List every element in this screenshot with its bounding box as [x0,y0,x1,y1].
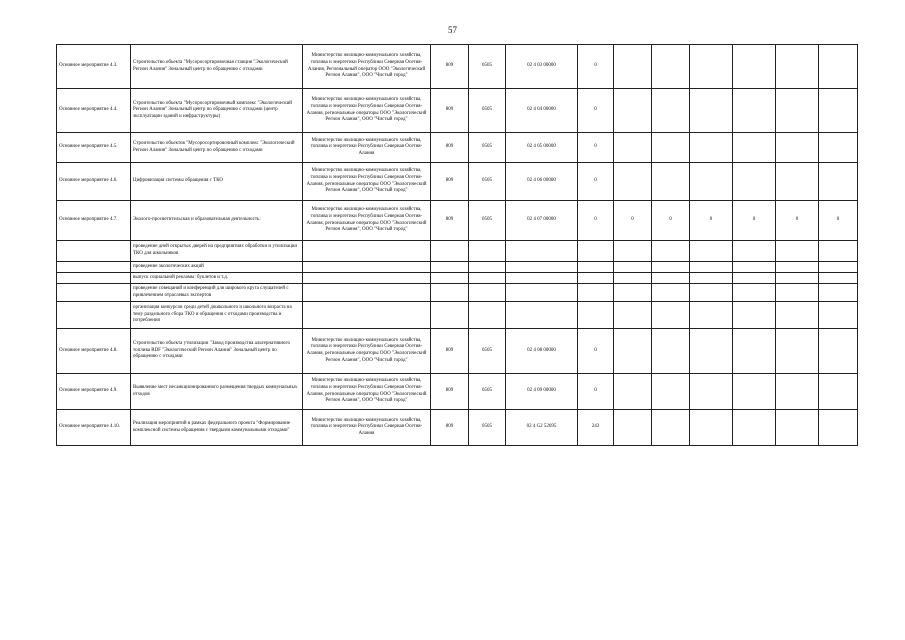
year-value-cell [819,163,858,201]
table-row [57,302,858,329]
activity-name-cell [57,273,131,284]
responsible-executor-cell [303,262,431,273]
rzpr-code-cell: 0505 [469,163,506,201]
csr-code-cell: 02 4 09 00000 [506,374,578,410]
activity-description-cell: Строительство объектов "Мусоросортировочный комплекс "Экологический Регион Алания" Зональный центр по обращению с отходами [131,133,303,163]
activity-description-cell: Выявление мест несанкционированного размещения твердых коммунальных отходов [131,374,303,410]
grbs-code-cell: 809 [431,410,469,446]
responsible-executor-cell [303,302,431,329]
activity-description-cell: выпуск социальной рекламы: буклетов и т.д. [131,273,303,284]
activity-name-cell [57,241,131,262]
year-value-cell [776,302,819,329]
year-value-cell [690,89,733,133]
activity-name-cell [57,262,131,273]
year-value-cell [776,410,819,446]
vr-code-cell: 0 [578,201,614,241]
responsible-executor-cell [303,273,431,284]
table-row [57,163,858,201]
table-row [57,45,858,89]
year-value-cell [733,163,776,201]
activity-name-cell: Основное мероприятие 4.4. [57,89,131,133]
year-value-cell [652,262,690,273]
activity-name-cell [57,284,131,302]
year-value-cell [690,329,733,374]
rzpr-code-cell: 0505 [469,45,506,89]
rzpr-code-cell [469,262,506,273]
vr-code-cell: 0 [578,374,614,410]
activity-name-cell: Основное мероприятие 4.10. [57,410,131,446]
grbs-code-cell [431,302,469,329]
year-value-cell [690,163,733,201]
year-value-cell [614,410,652,446]
activity-name-cell: Основное мероприятие 4.9. [57,374,131,410]
year-value-cell [652,163,690,201]
vr-code-cell: 0 [578,89,614,133]
year-value-cell [690,302,733,329]
vr-code-cell [578,262,614,273]
responsible-executor-cell [303,284,431,302]
table-body [57,45,858,446]
rzpr-code-cell: 0505 [469,374,506,410]
activity-description-cell: Строительство объекта утилизации "Завод производства альтернативного топлива RDF "Экологический Регион Алания" Зональный центр по обращению с отходами [131,329,303,374]
rzpr-code-cell: 0505 [469,329,506,374]
year-value-cell [776,284,819,302]
year-value-cell [819,329,858,374]
csr-code-cell [506,302,578,329]
year-value-cell: 0 [819,201,858,241]
activity-description-cell: проведение совещаний и конференций для широкого круга слушателей с привлечением отраслевых экспертов [131,284,303,302]
year-value-cell [819,374,858,410]
responsible-executor-cell: Министерство жилищно-коммунального хозяйства, топлива и энергетики Республики Северная Осетия-Алания, региональные операторы ООО "Экологический Регион Алания", ООО "Чистый город" [303,201,431,241]
csr-code-cell: 02 4 05 00000 [506,133,578,163]
year-value-cell [614,133,652,163]
grbs-code-cell: 809 [431,163,469,201]
vr-code-cell [578,284,614,302]
year-value-cell [614,284,652,302]
year-value-cell [614,89,652,133]
table-row [57,89,858,133]
vr-code-cell: 243 [578,410,614,446]
year-value-cell [614,374,652,410]
rzpr-code-cell [469,302,506,329]
activity-description-cell: Строительство объекта "Мусоросортировочная станция "Экологический Регион Алания" Зональный центр по обращению с отходами [131,45,303,89]
table-row [57,329,858,374]
csr-code-cell: 02 4 07 00000 [506,201,578,241]
year-value-cell [652,329,690,374]
activity-name-cell: Основное мероприятие 4.6. [57,163,131,201]
year-value-cell [690,284,733,302]
activity-name-cell: Основное мероприятие 4.5. [57,133,131,163]
year-value-cell [652,89,690,133]
vr-code-cell [578,302,614,329]
year-value-cell [614,241,652,262]
responsible-executor-cell: Министерство жилищно-коммунального хозяйства, топлива и энергетики Республики Северная Осетия-Алания, региональные операторы ООО "Экологический Регион Алания", ООО "Чистый город" [303,374,431,410]
year-value-cell [690,45,733,89]
csr-code-cell: 02 4 04 00000 [506,89,578,133]
year-value-cell [819,89,858,133]
grbs-code-cell [431,262,469,273]
responsible-executor-cell: Министерство жилищно-коммунального хозяйства, топлива и энергетики Республики Северная Осетия-Алания, региональные операторы ООО "Экологический Регион Алания", ООО "Чистый город" [303,163,431,201]
csr-code-cell [506,262,578,273]
year-value-cell [652,410,690,446]
year-value-cell [776,163,819,201]
activity-name-cell [57,302,131,329]
activity-name-cell: Основное мероприятие 4.3. [57,45,131,89]
table-row [57,410,858,446]
table-row [57,241,858,262]
year-value-cell [776,133,819,163]
responsible-executor-cell [303,241,431,262]
page-number: 57 [448,25,457,35]
year-value-cell [776,329,819,374]
activity-description-cell: Цифровизация системы обращения с ТКО [131,163,303,201]
rzpr-code-cell: 0505 [469,410,506,446]
year-value-cell [733,262,776,273]
year-value-cell [614,329,652,374]
year-value-cell [733,45,776,89]
year-value-cell [733,374,776,410]
year-value-cell [733,329,776,374]
year-value-cell [819,410,858,446]
grbs-code-cell: 809 [431,329,469,374]
year-value-cell [614,163,652,201]
year-value-cell [776,273,819,284]
year-value-cell [776,45,819,89]
year-value-cell [776,89,819,133]
table-row [57,262,858,273]
year-value-cell [819,284,858,302]
vr-code-cell [578,273,614,284]
table-row [57,284,858,302]
year-value-cell: 0 [614,201,652,241]
csr-code-cell: 02 4 03 00000 [506,45,578,89]
activity-description-cell: Строительство объекта "Мусоросортировочный комплекс "Экологический Регион Алания" Зональный центр по обращению с отходами (центр эксплуатации зданий и инфраструктуры) [131,89,303,133]
year-value-cell [690,133,733,163]
grbs-code-cell: 809 [431,133,469,163]
activity-description-cell: Эколого-просветительская и образовательная деятельность: [131,201,303,241]
year-value-cell [819,302,858,329]
csr-code-cell: 02 4 G2 52695 [506,410,578,446]
responsible-executor-cell: Министерство жилищно-коммунального хозяйства, топлива и энергетики Республики Северная Осетия-Алания, региональные операторы ООО "Экологический Регион Алания", ООО "Чистый город" [303,329,431,374]
responsible-executor-cell: Министерство жилищно-коммунального хозяйства, топлива и энергетики Республики Северная Осетия-Алания [303,410,431,446]
year-value-cell [733,410,776,446]
responsible-executor-cell: Министерство жилищно-коммунального хозяйства, топлива и энергетики Республики Северная Осетия-Алания, Региональный оператор ООО "Экологический Регион Алания", ООО "Чистый город" [303,45,431,89]
year-value-cell [652,45,690,89]
activity-description-cell: проведение дней открытых дверей на предприятиях обработки и утилизации ТКО для школьников [131,241,303,262]
activity-description-cell: организация конкурсов среди детей дошкольного и школьного возраста на тему раздельного сбора ТКО и обращения с отходами производства и потребления [131,302,303,329]
year-value-cell [614,45,652,89]
table-row [57,273,858,284]
year-value-cell: 0 [652,201,690,241]
year-value-cell [652,374,690,410]
vr-code-cell: 0 [578,133,614,163]
rzpr-code-cell [469,241,506,262]
year-value-cell [819,133,858,163]
year-value-cell [776,262,819,273]
csr-code-cell [506,284,578,302]
year-value-cell [819,241,858,262]
program-table [56,44,858,446]
table-row [57,201,858,241]
year-value-cell [652,133,690,163]
year-value-cell [733,302,776,329]
year-value-cell [690,262,733,273]
activity-description-cell: Реализация мероприятий в рамках федерального проекта "Формирование комплексной системы обращения с твердыми коммунальными отходами" [131,410,303,446]
year-value-cell [652,284,690,302]
year-value-cell [652,241,690,262]
year-value-cell: 0 [733,201,776,241]
grbs-code-cell [431,273,469,284]
year-value-cell [733,133,776,163]
year-value-cell [690,410,733,446]
activity-name-cell: Основное мероприятие 4.7. [57,201,131,241]
grbs-code-cell [431,284,469,302]
rzpr-code-cell [469,284,506,302]
year-value-cell [819,273,858,284]
year-value-cell [652,302,690,329]
year-value-cell [690,273,733,284]
rzpr-code-cell: 0505 [469,201,506,241]
year-value-cell [690,241,733,262]
table-row [57,133,858,163]
year-value-cell [614,273,652,284]
grbs-code-cell: 809 [431,201,469,241]
vr-code-cell: 0 [578,163,614,201]
rzpr-code-cell: 0505 [469,133,506,163]
csr-code-cell: 02 4 06 00000 [506,163,578,201]
year-value-cell [819,45,858,89]
grbs-code-cell [431,241,469,262]
vr-code-cell [578,241,614,262]
year-value-cell [614,262,652,273]
table-row [57,374,858,410]
year-value-cell [733,273,776,284]
csr-code-cell: 02 4 08 00000 [506,329,578,374]
year-value-cell [733,89,776,133]
grbs-code-cell: 809 [431,374,469,410]
rzpr-code-cell: 0505 [469,89,506,133]
year-value-cell [733,241,776,262]
activity-description-cell: проведение экологических акций [131,262,303,273]
year-value-cell [819,262,858,273]
year-value-cell [733,284,776,302]
grbs-code-cell: 809 [431,89,469,133]
responsible-executor-cell: Министерство жилищно-коммунального хозяйства, топлива и энергетики Республики Северная Осетия-Алания, региональные операторы ООО "Экологический Регион Алания", ООО "Чистый город" [303,89,431,133]
vr-code-cell: 0 [578,45,614,89]
year-value-cell [652,273,690,284]
year-value-cell [690,374,733,410]
year-value-cell [614,302,652,329]
year-value-cell: 0 [776,201,819,241]
year-value-cell [776,374,819,410]
csr-code-cell [506,273,578,284]
grbs-code-cell: 809 [431,45,469,89]
year-value-cell: 0 [690,201,733,241]
csr-code-cell [506,241,578,262]
year-value-cell [776,241,819,262]
vr-code-cell: 0 [578,329,614,374]
responsible-executor-cell: Министерство жилищно-коммунального хозяйства, топлива и энергетики Республики Северная Осетия-Алания [303,133,431,163]
activity-name-cell: Основное мероприятие 4.8. [57,329,131,374]
rzpr-code-cell [469,273,506,284]
